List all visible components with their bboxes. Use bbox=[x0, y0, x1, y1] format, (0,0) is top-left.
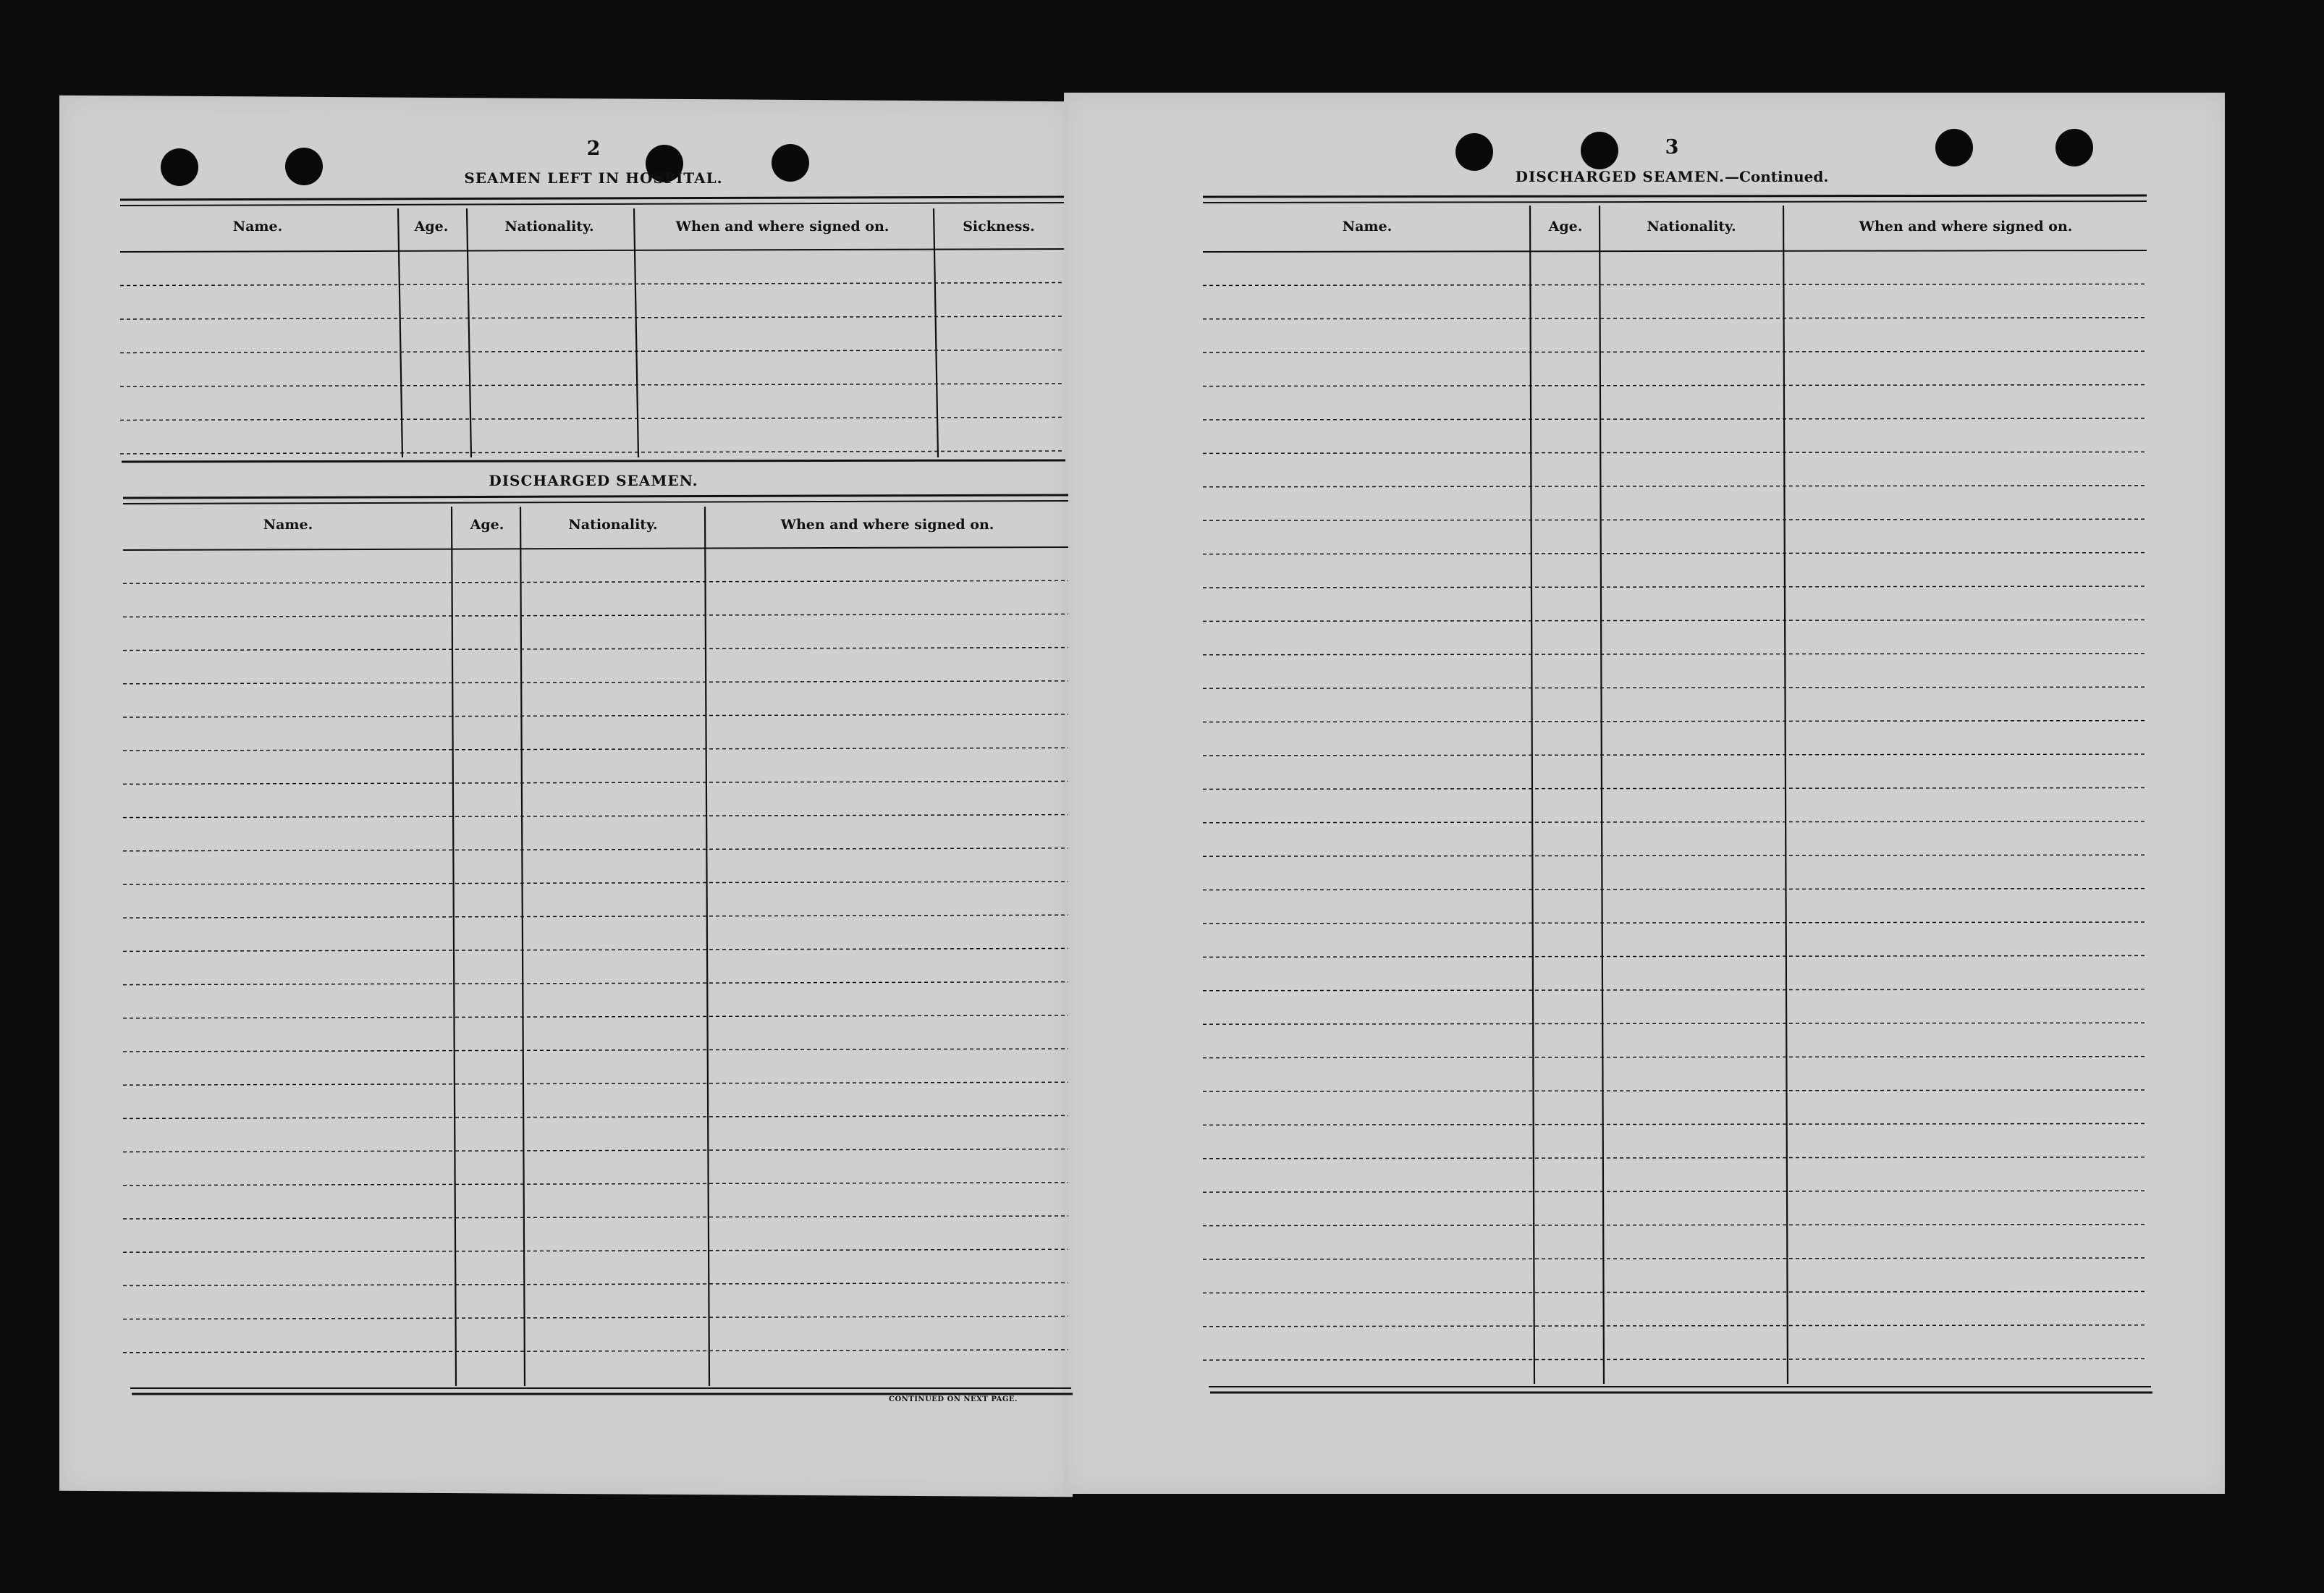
discharged-title-right-suffix: —Continued. bbox=[1724, 168, 1829, 185]
discharged-col-signed-on-right: When and where signed on. bbox=[1859, 219, 2073, 234]
hospital-col-name: Name. bbox=[232, 219, 283, 234]
right-paper bbox=[1064, 93, 2225, 1494]
hospital-section-title: SEAMEN LEFT IN HOSPITAL. bbox=[464, 169, 723, 187]
discharged-section-title-left: DISCHARGED SEAMEN. bbox=[489, 472, 698, 489]
discharged-col-name-right: Name. bbox=[1342, 219, 1393, 234]
page-number-right: 3 bbox=[1665, 136, 1679, 159]
hospital-col-nationality: Nationality. bbox=[504, 219, 594, 234]
hospital-col-sickness: Sickness. bbox=[963, 219, 1035, 234]
discharged-col-name-left: Name. bbox=[263, 517, 313, 533]
hospital-col-age: Age. bbox=[414, 219, 449, 234]
punch-hole bbox=[285, 148, 323, 185]
discharged-col-age-right: Age. bbox=[1548, 219, 1583, 234]
discharged-col-nationality-right: Nationality. bbox=[1647, 219, 1736, 234]
discharged-col-signed-on-left: When and where signed on. bbox=[780, 517, 994, 533]
hospital-col-signed-on: When and where signed on. bbox=[675, 219, 890, 234]
continued-footer: CONTINUED ON NEXT PAGE. bbox=[889, 1395, 1018, 1403]
left-paper bbox=[59, 96, 1073, 1497]
punch-hole bbox=[1935, 129, 1973, 166]
punch-hole bbox=[2055, 129, 2093, 166]
punch-hole bbox=[1455, 133, 1493, 171]
punch-hole bbox=[1581, 132, 1618, 169]
discharged-title-right-main: DISCHARGED SEAMEN. bbox=[1515, 168, 1725, 185]
punch-hole bbox=[161, 148, 198, 186]
page-number-left: 2 bbox=[586, 138, 601, 160]
discharged-section-title-right bbox=[1476, 168, 1867, 185]
discharged-col-nationality-left: Nationality. bbox=[568, 517, 658, 533]
discharged-col-age-left: Age. bbox=[470, 517, 504, 533]
